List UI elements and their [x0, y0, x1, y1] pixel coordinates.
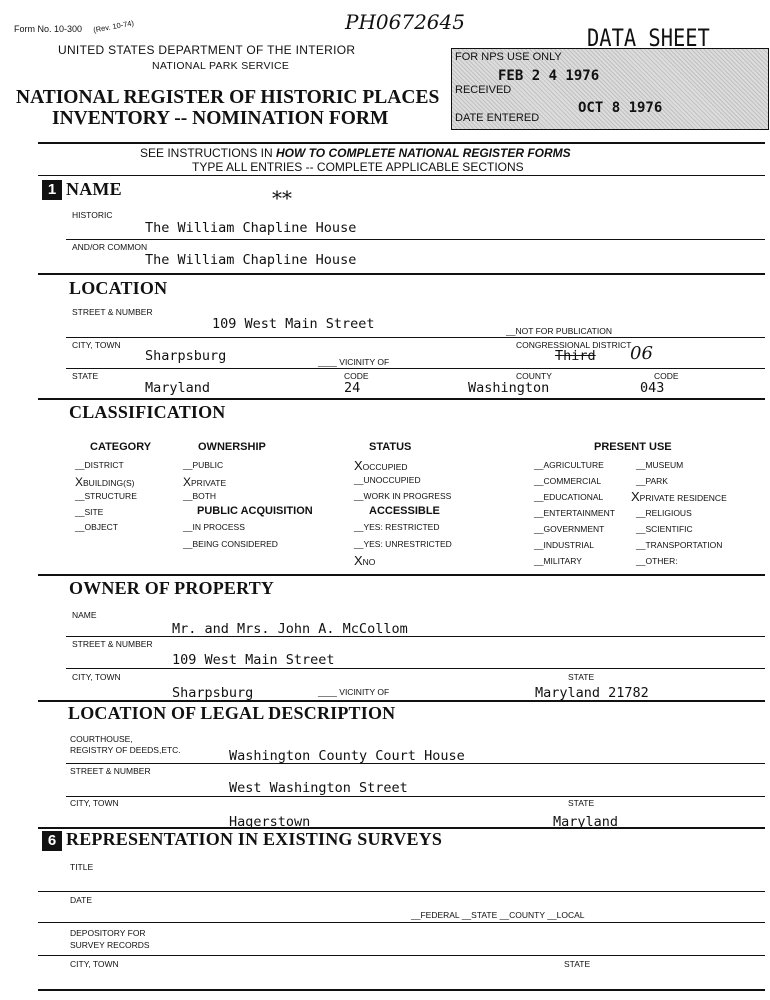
legal-state-label: STATE [568, 798, 595, 808]
common-label: AND/OR COMMON [72, 242, 148, 252]
use-other: __OTHER: [636, 556, 678, 566]
owner-name-value: Mr. and Mrs. John A. McCollom [172, 621, 408, 637]
legal-city-value: Hagerstown [229, 814, 311, 830]
legal-state-value: Maryland [553, 814, 619, 830]
survey-title-label: TITLE [70, 862, 94, 872]
county-code-value: 043 [640, 380, 665, 396]
use-agriculture: __AGRICULTURE [534, 460, 604, 470]
location-street-label: STREET & NUMBER [72, 307, 153, 317]
depository-label-1: DEPOSITORY FOR [70, 928, 146, 938]
location-city-value: Sharpsburg [145, 348, 227, 364]
section-name-title: NAME [66, 179, 122, 199]
common-value: The William Chapline House [145, 252, 357, 268]
category-heading: CATEGORY [90, 441, 152, 453]
location-vicinity: ____ VICINITY OF [318, 357, 390, 367]
status-unoccupied: __UNOCCUPIED [354, 475, 421, 485]
status-occupied: XOCCUPIED [354, 458, 408, 473]
location-state-label: STATE [72, 371, 99, 381]
accessible-restricted: __YES: RESTRICTED [354, 522, 440, 532]
status-heading: STATUS [369, 441, 412, 453]
survey-date-label: DATE [70, 895, 93, 905]
legal-street-label: STREET & NUMBER [70, 766, 151, 776]
received-label: RECEIVED [455, 84, 512, 96]
ownership-heading: OWNERSHIP [198, 441, 266, 453]
date-entered-stamp: OCT 8 1976 [578, 100, 663, 116]
data-sheet-stamp: DATA SHEET [587, 24, 710, 52]
use-private-residence: XPRIVATE RESIDENCE [631, 489, 727, 504]
section-legal-title: LOCATION OF LEGAL DESCRIPTION [68, 703, 396, 723]
section-classification-title: CLASSIFICATION [69, 402, 226, 422]
congressional-district-value: Third [555, 348, 596, 364]
survey-levels: __FEDERAL __STATE __COUNTY __LOCAL [411, 910, 585, 920]
courthouse-label-1: COURTHOUSE, [70, 734, 133, 744]
form-title-line1: NATIONAL REGISTER OF HISTORIC PLACES [16, 87, 440, 108]
ownership-both: __BOTH [183, 491, 217, 501]
present-use-heading: PRESENT USE [594, 441, 672, 453]
category-buildings: XBUILDING(S) [75, 475, 135, 489]
use-commercial: __COMMERCIAL [534, 476, 602, 486]
owner-city-value: Sharpsburg [172, 685, 254, 701]
handwritten-id: PH0672645 [345, 10, 465, 34]
service-name: NATIONAL PARK SERVICE [152, 60, 290, 72]
location-street-value: 109 West Main Street [212, 316, 375, 332]
use-industrial: __INDUSTRIAL [534, 540, 594, 550]
instructions-line2: TYPE ALL ENTRIES -- COMPLETE APPLICABLE SECTIONS [192, 160, 524, 174]
historic-value: The William Chapline House [145, 220, 357, 236]
use-park: __PARK [636, 476, 668, 486]
public-acq-being-considered: __BEING CONSIDERED [183, 539, 278, 549]
owner-vicinity: ____ VICINITY OF [318, 687, 390, 697]
public-acquisition-heading: PUBLIC ACQUISITION [197, 505, 313, 517]
county-value: Washington [468, 380, 550, 396]
use-transportation: __TRANSPORTATION [636, 540, 723, 550]
section-owner-title: OWNER OF PROPERTY [69, 578, 275, 598]
survey-city-label: CITY, TOWN [70, 959, 119, 969]
not-for-publication: __NOT FOR PUBLICATION [506, 326, 612, 336]
state-code-value: 24 [344, 380, 361, 396]
name-annotation: ** [272, 186, 292, 210]
use-religious: __RELIGIOUS [636, 508, 692, 518]
form-title-line2: INVENTORY -- NOMINATION FORM [52, 108, 389, 129]
section-location-title: LOCATION [69, 278, 168, 298]
form-revision: (Rev. 10-74) [92, 18, 135, 35]
form-number: Form No. 10-300 [14, 24, 83, 34]
legal-street-value: West Washington Street [229, 780, 408, 796]
ownership-private: XPRIVATE [183, 475, 227, 489]
county-label: COUNTY [516, 371, 552, 381]
date-entered-label: DATE ENTERED [455, 112, 540, 124]
county-code-label: CODE [654, 371, 679, 381]
section-surveys-title: REPRESENTATION IN EXISTING SURVEYS [66, 829, 443, 849]
public-acq-in-process: __IN PROCESS [183, 522, 245, 532]
instructions-line1: SEE INSTRUCTIONS IN HOW TO COMPLETE NATIONAL REGISTER FORMS [140, 146, 571, 160]
department-name: UNITED STATES DEPARTMENT OF THE INTERIOR [58, 43, 356, 57]
use-scientific: __SCIENTIFIC [636, 524, 693, 534]
courthouse-label-2: REGISTRY OF DEEDS,ETC. [70, 745, 181, 755]
use-museum: __MUSEUM [636, 460, 684, 470]
congressional-district-label: CONGRESSIONAL DISTRICT [516, 340, 632, 350]
congressional-district-hand: 06 [630, 343, 653, 364]
use-government: __GOVERNMENT [534, 524, 605, 534]
owner-street-label: STREET & NUMBER [72, 639, 153, 649]
owner-state-label: STATE [568, 672, 595, 682]
use-military: __MILITARY [534, 556, 582, 566]
use-educational: __EDUCATIONAL [534, 492, 604, 502]
ownership-public: __PUBLIC [183, 460, 224, 470]
category-structure: __STRUCTURE [75, 491, 137, 501]
category-object: __OBJECT [75, 522, 118, 532]
owner-state-value: Maryland 21782 [535, 685, 649, 701]
owner-street-value: 109 West Main Street [172, 652, 335, 668]
state-code-label: CODE [344, 371, 369, 381]
location-city-label: CITY, TOWN [72, 340, 121, 350]
category-site: __SITE [75, 507, 104, 517]
accessible-no: XNO [354, 553, 376, 568]
historic-label: HISTORIC [72, 210, 113, 220]
received-stamp: FEB 2 4 1976 [498, 68, 600, 84]
owner-name-label: NAME [72, 610, 97, 620]
legal-city-label: CITY, TOWN [70, 798, 119, 808]
section-number-6: 6 [42, 831, 62, 851]
use-entertainment: __ENTERTAINMENT [534, 508, 615, 518]
survey-state-label: STATE [564, 959, 591, 969]
courthouse-value: Washington County Court House [229, 748, 465, 764]
status-work-in-progress: __WORK IN PROGRESS [354, 491, 452, 501]
accessible-heading: ACCESSIBLE [369, 505, 440, 517]
location-state-value: Maryland [145, 380, 211, 396]
accessible-unrestricted: __YES: UNRESTRICTED [354, 539, 452, 549]
nps-use-box [451, 48, 769, 130]
category-district: __DISTRICT [75, 460, 124, 470]
nps-use-label: FOR NPS USE ONLY [455, 51, 562, 63]
depository-label-2: SURVEY RECORDS [70, 940, 150, 950]
section-number-1: 1 [42, 180, 62, 200]
owner-city-label: CITY, TOWN [72, 672, 121, 682]
